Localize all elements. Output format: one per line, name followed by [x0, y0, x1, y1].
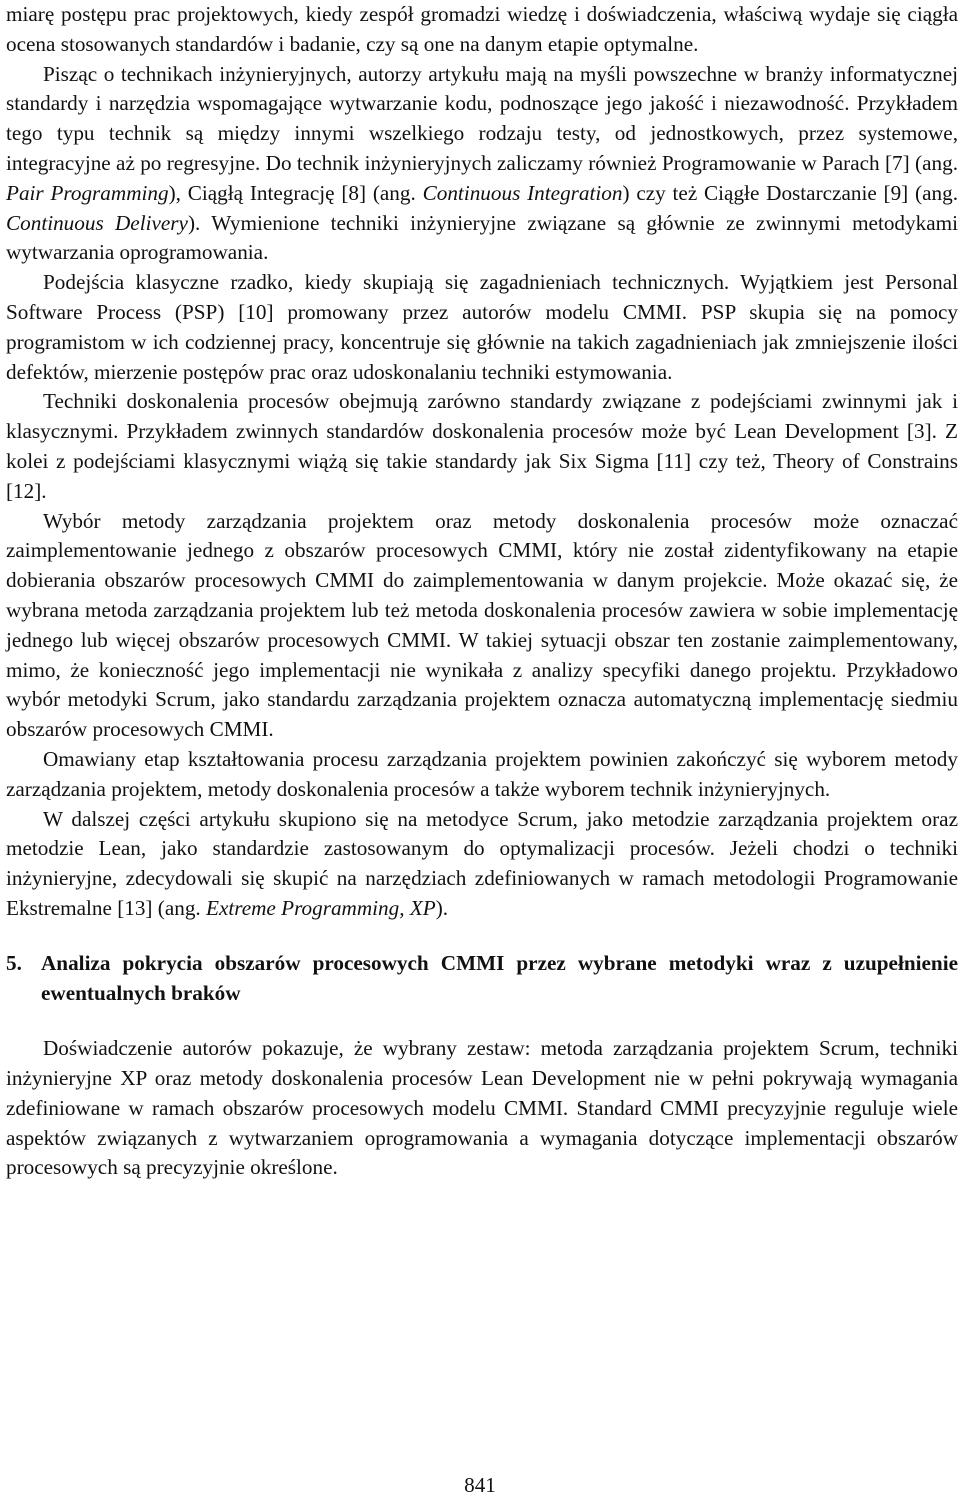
- paragraph-text-segment: ) czy też Ciągłe Dostarczanie [9] (ang.: [622, 180, 958, 205]
- paragraph-method-selection: Wybór metody zarządzania projektem oraz metody doskonalenia procesów może oznaczać zaimplementowanie jednego z obszarów procesowych CMMI, który nie został zidentyfikowany na etapie dobierania obszarów procesowych CMMI do zaimplementowania w danym projekcie. Może okazać się, że wybrana metoda zarządzania projektem lub też metoda doskonalenia procesów zawiera w sobie implementację jednego lub więcej obszarów procesowych CMMI. W takiej sytuacji obszar ten zostanie zaimplementowany, mimo, że konieczność jego implementacji nie wynikała z analizy specyfiki danego projektu. Przykładowo wybór metodyki Scrum, jako standardu zarządzania projektem oznacza automatyczną implementację siedmiu obszarów procesowych CMMI.: [6, 508, 958, 742]
- section-number: 5.: [6, 950, 22, 975]
- paragraph-text-segment: ). Wymienione techniki inżynieryjne związane są głównie ze zwinnymi metodykami wytwarzania oprogramowania.: [6, 210, 958, 265]
- paragraph-text-segment: Pisząc o technikach inżynieryjnych, autorzy artykułu mają na myśli powszechne w branży informatycznej standardy i narzędzia wspomagające wytwarzanie kodu, podnoszące jego jakość i niezawodność. Przykładem tego typu technik są między innymi wszelkiego rodzaju testy, od jednostkowych, przez systemowe, integracyjne aż po regresyjne. Do technik inżynieryjnych zaliczamy również Programowanie w Parach [7] (ang.: [6, 61, 958, 175]
- section-title: Analiza pokrycia obszarów procesowych CMMI przez wybrane metodyki wraz z uzupełnienie ewentualnych braków: [41, 950, 958, 1005]
- page-number: 841: [464, 1473, 496, 1497]
- english-term-pair-programming: Pair Programming: [6, 180, 169, 205]
- paragraph-classic-approaches: Podejścia klasyczne rzadko, kiedy skupiają się zagadnieniach technicznych. Wyjątkiem jest Personal Software Process (PSP) [10] promowany przez autorów modelu CMMI. PSP skupia się na pomocy programistom w ich codziennej pracy, koncentruje się głównie na takich zagadnieniach jak zmniejszenie ilości defektów, mierzenie postępów prac oraz udoskonalaniu techniki estymowania.: [6, 270, 958, 384]
- paragraph-text-segment: W dalszej części artykułu skupiono się na metodyce Scrum, jako metodzie zarządzania projektem oraz metodzie Lean, jako standardzie zastosowanym do optymalizacji procesów. Jeżeli chodzi o techniki inżynieryjne, zdecydowali się skupić na narzędziach zdefiniowanych w ramach metodologii Programowanie Ekstremalne [13] (ang.: [6, 806, 958, 920]
- paragraph-process-improvement: Techniki doskonalenia procesów obejmują zarówno standardy związane z podejściami zwinnymi jak i klasycznymi. Przykładem zwinnych standardów doskonalenia procesów może być Lean Development [3]. Z kolei z podejściami klasycznymi wiążą się takie standardy jak Six Sigma [11] czy też, Theory of Constrains [12].: [6, 389, 958, 503]
- paragraph-section-5-intro: Doświadczenie autorów pokazuje, że wybrany zestaw: metoda zarządzania projektem Scrum, techniki inżynieryjne XP oraz metody doskonalenia procesów Lean Development nie w pełni pokrywają wymagania zdefiniowane w ramach obszarów procesowych modelu CMMI. Standard CMMI precyzyjnie reguluje wiele aspektów związanych z wytwarzaniem oprogramowania a wymagania dotyczące implementacji obszarów procesowych są precyzyjnie określone.: [6, 1036, 958, 1180]
- section-heading: [6, 949, 958, 1009]
- paragraph-scrum-lean-xp: [6, 805, 958, 924]
- document-page: [6, 0, 958, 1183]
- paragraph-stage-summary: Omawiany etap kształtowania procesu zarządzania projektem powinien zakończyć się wyborem metody zarządzania projektem, metody doskonalenia procesów a także wyborem technik inżynieryjnych.: [6, 746, 958, 801]
- paragraph-continuation: miarę postępu prac projektowych, kiedy zespół gromadzi wiedzę i doświadczenia, właściwą wydaje się ciągła ocena stosowanych standardów i badanie, czy są one na danym etapie optymalne.: [6, 2, 958, 56]
- english-term-extreme-programming: Extreme Programming, XP: [206, 895, 436, 920]
- english-term-continuous-delivery: Continuous Delivery: [6, 210, 188, 235]
- english-term-continuous-integration: Continuous Integration: [422, 180, 623, 205]
- paragraph-engineering-techniques: [6, 60, 958, 269]
- paragraph-text-segment: ), Ciągłą Integrację [8] (ang.: [168, 180, 423, 205]
- paragraph-text-segment: ).: [435, 895, 449, 920]
